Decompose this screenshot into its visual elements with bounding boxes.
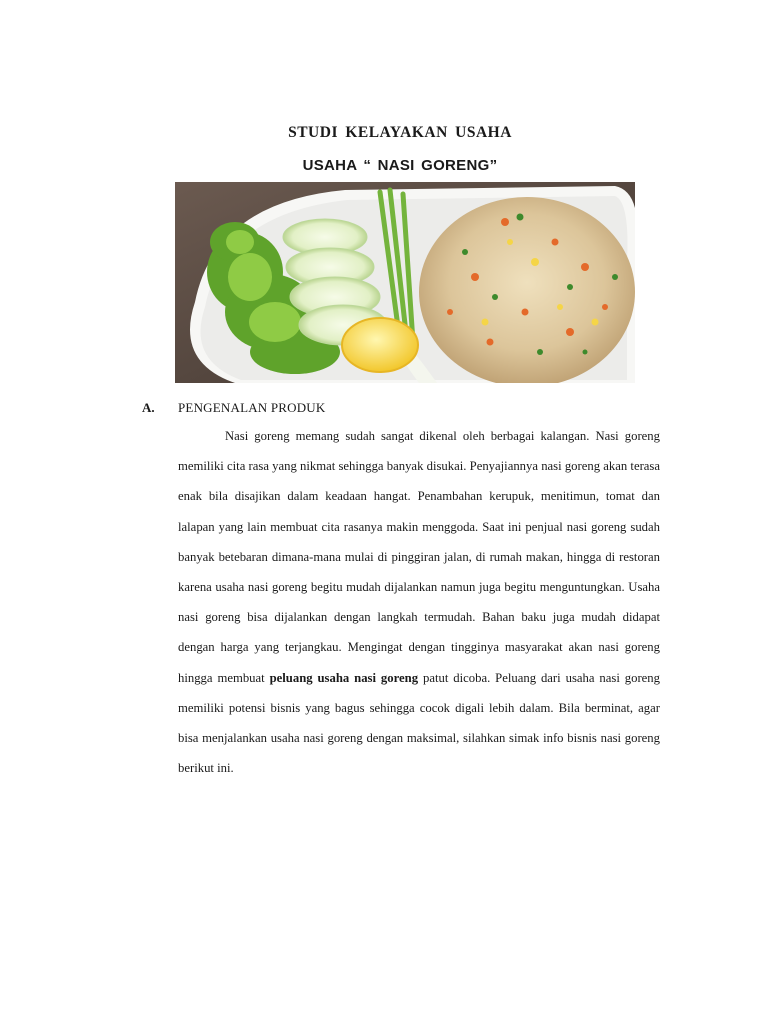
paragraph-text-part1: Nasi goreng memang sudah sangat dikenal oleh berbagai kalangan. Nasi goreng memiliki cita rasa yang nikmat sehingga banyak disukai. Penyajiannya nasi goreng akan terasa enak bila disajikan dalam keadaan hangat. Penambahan kerupuk, menitimun, tomat dan lalapan yang lain membuat cita rasanya makin menggoda. Saat ini penjual nasi goreng sudah banyak betebaran dimana-mana mulai di pinggiran jalan, di rumah makan, hingga di restoran karena usaha nasi goreng begitu mudah dijalankan namun juga begitu menguntungkan. Usaha nasi goreng bisa dijalankan dengan langkah termudah. Bahan baku juga mudah didapat dengan harga yang terjangkau. Mengingat dengan tingginya masyarakat akan nasi goreng hingga membuat bbox=[178, 429, 660, 685]
paragraph-text-part2: patut dicoba. Peluang dari usaha nasi goreng memiliki potensi bisnis yang bagus sehingga cocok digali lebih dalam. Bila berminat, agar bisa menjalankan usaha nasi goreng dengan maksimal, silahkan simak info bisnis nasi goreng berikut ini. bbox=[178, 670, 660, 776]
nasi-goreng-photo bbox=[175, 182, 635, 383]
document-subtitle: USAHA “ NASI GORENG” bbox=[302, 157, 498, 174]
body-paragraph bbox=[178, 421, 660, 783]
document-title: STUDI KELAYAKAN USAHA bbox=[288, 124, 512, 141]
section-letter: A. bbox=[142, 400, 155, 415]
section-heading: PENGENALAN PRODUK bbox=[178, 400, 326, 415]
paragraph-bold-phrase: peluang usaha nasi goreng bbox=[269, 670, 419, 685]
